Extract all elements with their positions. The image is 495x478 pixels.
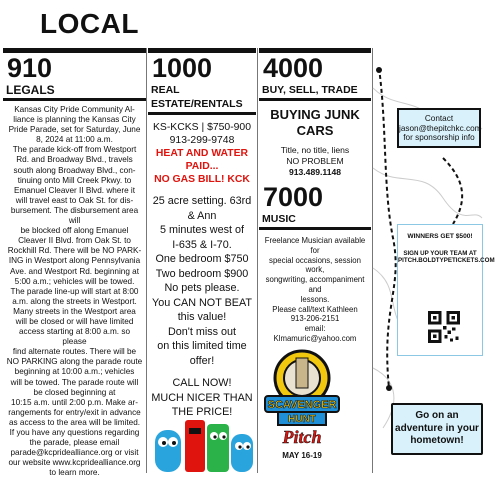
contact-line: Contact — [424, 114, 454, 123]
logo-top-text: SCAVENGER — [267, 399, 337, 411]
listing-highlight: PAID... — [185, 161, 219, 172]
music-line: 913-206-2151 — [290, 314, 340, 324]
listing-line: offer! — [189, 354, 215, 367]
music-line: Freelance Musician available for — [264, 236, 366, 255]
cartoon-creatures-illustration — [149, 412, 255, 472]
notice-line: parade@kcpridealliance.org or visit — [10, 448, 139, 458]
junk-title-line: BUYING JUNK — [270, 107, 360, 122]
notice-line: tinuing onto Mill Creek Pkwy. to — [17, 175, 132, 185]
listing-phone: 913-299-9748 — [169, 135, 235, 146]
listing-line: this value! — [177, 311, 227, 323]
listing-highlight: NO GAS BILL! KCK — [154, 174, 250, 185]
notice-line: find alternate routes. There will be — [12, 347, 137, 357]
real-estate-number: 1000 — [152, 53, 213, 83]
listing-line: THE PRICE! — [171, 406, 233, 418]
junk-phone: 913.489.1148 — [288, 167, 342, 177]
listing-highlight: HEAT AND WATER — [155, 148, 249, 159]
notice-line: our website www.kcpridealliance.org — [8, 458, 141, 468]
notice-line: be blocked off along Emanuel — [20, 226, 129, 236]
music-heading: MUSIC — [259, 212, 371, 230]
listing-line: & Ann — [187, 209, 217, 222]
notice-line: the parade, please email — [29, 438, 120, 448]
adventure-line: Go on an — [415, 410, 459, 421]
notice-line: 5:00 a.m.; vehicles will be towed. — [14, 276, 135, 286]
real-estate-heading: REAL ESTATE/RENTALS — [148, 83, 256, 115]
contact-line: for sponsorship info — [403, 133, 475, 143]
notice-line: If you have any questions regarding — [9, 428, 140, 437]
junk-cars-title — [259, 107, 371, 139]
contact-box — [397, 108, 481, 148]
rental-listing — [148, 115, 256, 420]
logo-mid-text: HUNT — [288, 414, 316, 425]
buy-sell-number: 4000 — [263, 53, 324, 83]
listing-line: 5 minutes west of — [159, 224, 244, 236]
listing-line: CALL NOW! — [172, 377, 232, 389]
notice-line: NO PARKING along the parade route — [6, 357, 143, 367]
real-estate-column — [148, 48, 256, 472]
adventure-box — [391, 403, 483, 455]
music-line: Klmamuric@yahoo.com — [273, 333, 357, 343]
listing-line: Two bedroom $900 — [155, 267, 249, 280]
music-line: songwriting, accompaniment and — [265, 275, 365, 294]
listing-line: MUCH NICER THAN — [151, 391, 253, 404]
notice-line: Kansas City Pride Community Al- — [14, 105, 135, 114]
notice-line: will be closed or will have limited — [15, 316, 134, 326]
logo-date: MAY 16-19 — [282, 451, 322, 460]
listing-line: No pets please. — [164, 282, 240, 294]
notice-line: a.m. along the streets in Westport. — [12, 296, 137, 306]
column-divider — [257, 48, 258, 473]
notice-line: Ave. and Westport Rd. beginning at — [10, 266, 139, 276]
contact-email[interactable]: jason@thepitchkc.com — [399, 123, 482, 133]
music-line: Please call/text Kathleen — [272, 304, 358, 314]
scavenger-hunt-logo — [262, 348, 342, 462]
notice-line: ING in Westport along Pennsylvania — [8, 256, 141, 266]
signup-url[interactable]: PITCH.BOLDTYPETICKETS.COM — [398, 257, 495, 265]
buy-sell-heading: BUY, SELL, TRADE — [259, 83, 371, 101]
legals-number: 910 — [7, 53, 53, 83]
notice-line: The parade kick-off from Westport — [12, 145, 137, 155]
listing-line: You CAN NOT BEAT — [151, 296, 252, 309]
qr-code-icon[interactable] — [428, 311, 460, 343]
listing-line: KS-KCKS | $750-900 — [152, 122, 251, 133]
logo-brand: Pitch — [282, 427, 322, 447]
signup-line: SIGN UP YOUR TEAM AT — [403, 249, 477, 257]
scavenger-hunt-ad — [373, 48, 495, 472]
notice-line: 8, 2024 at 11:00 a.m. — [36, 135, 113, 145]
junk-title-line: CARS — [296, 123, 334, 138]
notice-line: south along Broadway Blvd., con- — [13, 165, 136, 175]
listing-line: 25 acre setting. 63rd — [152, 195, 252, 207]
listing-line: Don't miss out — [167, 325, 237, 338]
winners-box — [397, 224, 495, 356]
adventure-line: hometown! — [410, 435, 464, 446]
notice-line: Cleaver II Blvd. from Oak St. to — [18, 236, 131, 246]
listing-line: I-635 & I-70. — [172, 238, 232, 251]
notice-line: Pride Parade, set for Saturday, June — [8, 125, 141, 135]
legals-notice — [3, 101, 146, 478]
music-line: lessons. — [300, 294, 330, 304]
notice-line: as access to the area will be limited. — [8, 417, 141, 427]
legals-heading: LEGALS — [3, 83, 146, 101]
notice-line: rangements for entry/exit in advance — [8, 407, 141, 417]
music-section — [259, 182, 371, 344]
notice-line: bursement. The disbursement area will — [10, 205, 139, 226]
legals-column — [3, 48, 146, 478]
music-line: special occasions, session work, — [269, 255, 361, 275]
adventure-line: adventure in your — [395, 422, 479, 434]
winners-headline: WINNERS GET $500! — [407, 233, 473, 240]
junk-cars-ad — [259, 145, 371, 178]
notice-line: beginning at 10:00 a.m.; vehicles — [14, 367, 135, 377]
notice-line: Rockhill Rd. There will be NO PARK- — [7, 246, 142, 256]
music-line: email: — [304, 324, 326, 334]
column-divider — [146, 48, 147, 473]
notice-line: will travel east to Oak St. for dis- — [15, 195, 134, 205]
notice-line: to learn more. — [49, 468, 100, 478]
notice-line: liance is planning the Kansas City — [13, 115, 136, 125]
notice-line: 10:15 a.m. until 2:00 p.m. Make ar- — [11, 397, 138, 407]
notice-line: The parade line-up will start at 8:00 — [10, 286, 139, 296]
notice-line: Rd. and Broadway Blvd., travels — [16, 155, 133, 165]
junk-line: NO PROBLEM — [286, 156, 344, 166]
section-title: LOCAL — [40, 8, 139, 39]
notice-line: will be towed. The parade route will — [10, 377, 139, 387]
notice-line: access starting at 8:00 a.m. so please — [18, 327, 131, 347]
notice-line: be closed beginning at — [33, 387, 116, 397]
junk-line: Title, no title, liens — [280, 145, 350, 155]
notice-line: Many streets in the Westport area — [13, 306, 136, 316]
listing-line: One bedroom $750 — [155, 253, 249, 265]
music-number: 7000 — [263, 182, 324, 212]
music-ad — [259, 236, 371, 344]
notice-line: Emanuel Cleaver II Blvd. where it — [13, 185, 136, 195]
listing-line: on this limited time — [157, 340, 247, 352]
